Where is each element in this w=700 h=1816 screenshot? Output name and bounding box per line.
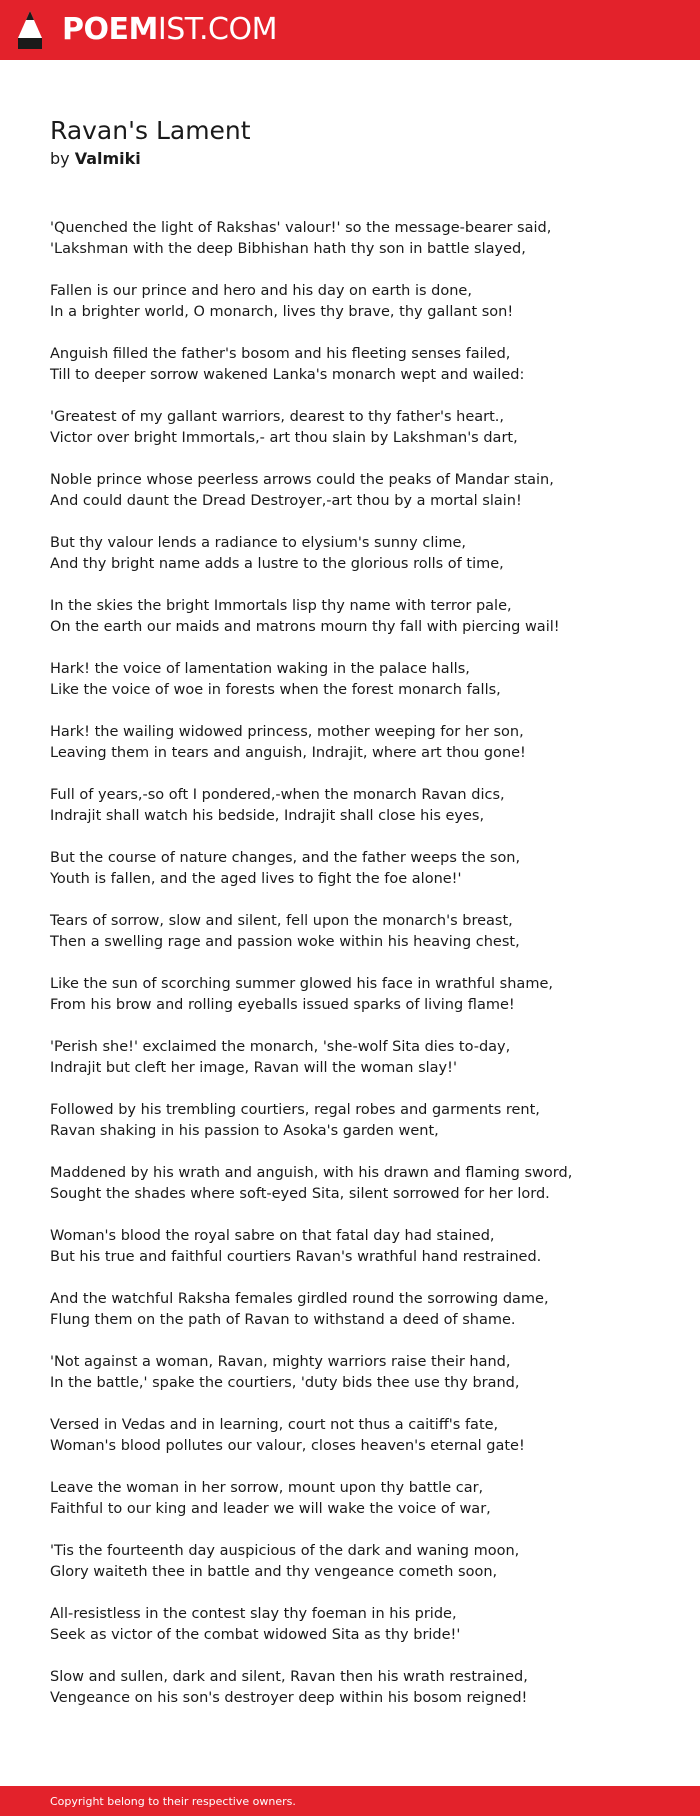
- stanza: [50, 1037, 680, 1100]
- poem-line: Flung them on the path of Ravan to withstand a deed of shame.: [50, 1312, 516, 1328]
- poem-line: On the earth our maids and matrons mourn thy fall with piercing wail!: [50, 619, 560, 635]
- site-footer: [0, 1786, 700, 1816]
- poem-line: All-resistless in the contest slay thy foeman in his pride,: [50, 1606, 457, 1622]
- poem-line: Tears of sorrow, slow and silent, fell upon the monarch's breast,: [50, 913, 513, 929]
- stanza: [50, 1667, 680, 1730]
- pencil-icon: [17, 10, 43, 50]
- poem-line: Seek as victor of the combat widowed Sita as thy bride!': [50, 1627, 461, 1643]
- stanza: [50, 659, 680, 722]
- poem-line: Maddened by his wrath and anguish, with his drawn and flaming sword,: [50, 1165, 573, 1181]
- stanza: [50, 911, 680, 974]
- stanza: [50, 470, 680, 533]
- poem-line: Slow and sullen, dark and silent, Ravan then his wrath restrained,: [50, 1669, 528, 1685]
- stanza: [50, 848, 680, 911]
- stanza: [50, 344, 680, 407]
- poem-line: Like the sun of scorching summer glowed his face in wrathful shame,: [50, 976, 553, 992]
- poem-line: In a brighter world, O monarch, lives thy brave, thy gallant son!: [50, 304, 514, 320]
- poem-body: [50, 218, 680, 1730]
- poem-line: And could daunt the Dread Destroyer,-art thou by a mortal slain!: [50, 493, 522, 509]
- poem-line: Woman's blood the royal sabre on that fatal day had stained,: [50, 1228, 495, 1244]
- poem-line: Anguish filled the father's bosom and his fleeting senses failed,: [50, 346, 511, 362]
- stanza: [50, 407, 680, 470]
- poem-line: Indrajit but cleft her image, Ravan will the woman slay!': [50, 1060, 457, 1076]
- stanza: [50, 1541, 680, 1604]
- poem-line: 'Tis the fourteenth day auspicious of the dark and waning moon,: [50, 1543, 520, 1559]
- site-logo: [62, 11, 277, 49]
- stanza: [50, 596, 680, 659]
- home-link[interactable]: [0, 0, 277, 60]
- stanza: [50, 1604, 680, 1667]
- poem-line: 'Quenched the light of Rakshas' valour!' so the message-bearer said,: [50, 220, 552, 236]
- poem-line: Leaving them in tears and anguish, Indrajit, where art thou gone!: [50, 745, 526, 761]
- poem-line: Fallen is our prince and hero and his day on earth is done,: [50, 283, 472, 299]
- logo-light-text: IST.COM: [157, 12, 277, 47]
- author-name: Valmiki: [74, 149, 141, 168]
- poem-line: 'Lakshman with the deep Bibhishan hath thy son in battle slayed,: [50, 241, 526, 257]
- poem-line: Noble prince whose peerless arrows could the peaks of Mandar stain,: [50, 472, 554, 488]
- poem-line: Victor over bright Immortals,- art thou slain by Lakshman's dart,: [50, 430, 518, 446]
- poem-line: But the course of nature changes, and the father weeps the son,: [50, 850, 521, 866]
- stanza: [50, 218, 680, 281]
- stanza: [50, 1415, 680, 1478]
- poem-line: 'Greatest of my gallant warriors, dearest to thy father's heart.,: [50, 409, 505, 425]
- poem-line: Leave the woman in her sorrow, mount upon thy battle car,: [50, 1480, 484, 1496]
- copyright-text: Copyright belong to their respective owners.: [50, 1795, 296, 1808]
- stanza: [50, 1478, 680, 1541]
- poem-line: And the watchful Raksha females girdled round the sorrowing dame,: [50, 1291, 549, 1307]
- stanza: [50, 1163, 680, 1226]
- poem-line: Hark! the voice of lamentation waking in the palace halls,: [50, 661, 470, 677]
- site-header: [0, 0, 700, 60]
- poem-line: In the skies the bright Immortals lisp thy name with terror pale,: [50, 598, 512, 614]
- poem-line: Followed by his trembling courtiers, regal robes and garments rent,: [50, 1102, 540, 1118]
- poem-line: Glory waiteth thee in battle and thy vengeance cometh soon,: [50, 1564, 498, 1580]
- logo-bold-text: POEM: [62, 12, 158, 47]
- poem-title: Ravan's Lament: [50, 116, 251, 145]
- poem-line: Woman's blood pollutes our valour, closes heaven's eternal gate!: [50, 1438, 525, 1454]
- poem-line: Indrajit shall watch his bedside, Indrajit shall close his eyes,: [50, 808, 485, 824]
- byline-prefix: by: [50, 149, 70, 168]
- byline: [50, 148, 141, 170]
- poem-line: Versed in Vedas and in learning, court not thus a caitiff's fate,: [50, 1417, 499, 1433]
- poem-line: Full of years,-so oft I pondered,-when the monarch Ravan dics,: [50, 787, 505, 803]
- stanza: [50, 533, 680, 596]
- poem-line: Like the voice of woe in forests when the forest monarch falls,: [50, 682, 501, 698]
- poem-line: Sought the shades where soft-eyed Sita, silent sorrowed for her lord.: [50, 1186, 550, 1202]
- poem-line: Then a swelling rage and passion woke within his heaving chest,: [50, 934, 520, 950]
- poem-line: Faithful to our king and leader we will wake the voice of war,: [50, 1501, 491, 1517]
- poem-line: And thy bright name adds a lustre to the glorious rolls of time,: [50, 556, 504, 572]
- poem-line: Till to deeper sorrow wakened Lanka's monarch wept and wailed:: [50, 367, 525, 383]
- poem-line: 'Perish she!' exclaimed the monarch, 'she-wolf Sita dies to-day,: [50, 1039, 511, 1055]
- stanza: [50, 974, 680, 1037]
- poem-line: But thy valour lends a radiance to elysium's sunny clime,: [50, 535, 467, 551]
- poem-line: Youth is fallen, and the aged lives to fight the foe alone!': [50, 871, 462, 887]
- stanza: [50, 1289, 680, 1352]
- stanza: [50, 1352, 680, 1415]
- stanza: [50, 281, 680, 344]
- poem-line: Hark! the wailing widowed princess, mother weeping for her son,: [50, 724, 524, 740]
- poem-line: But his true and faithful courtiers Ravan's wrathful hand restrained.: [50, 1249, 542, 1265]
- poem-line: 'Not against a woman, Ravan, mighty warriors raise their hand,: [50, 1354, 511, 1370]
- poem-line: Vengeance on his son's destroyer deep within his bosom reigned!: [50, 1690, 528, 1706]
- stanza: [50, 1226, 680, 1289]
- poem-line: In the battle,' spake the courtiers, 'duty bids thee use thy brand,: [50, 1375, 520, 1391]
- poem-line: Ravan shaking in his passion to Asoka's garden went,: [50, 1123, 439, 1139]
- poem-line: From his brow and rolling eyeballs issued sparks of living flame!: [50, 997, 515, 1013]
- stanza: [50, 1100, 680, 1163]
- stanza: [50, 785, 680, 848]
- stanza: [50, 722, 680, 785]
